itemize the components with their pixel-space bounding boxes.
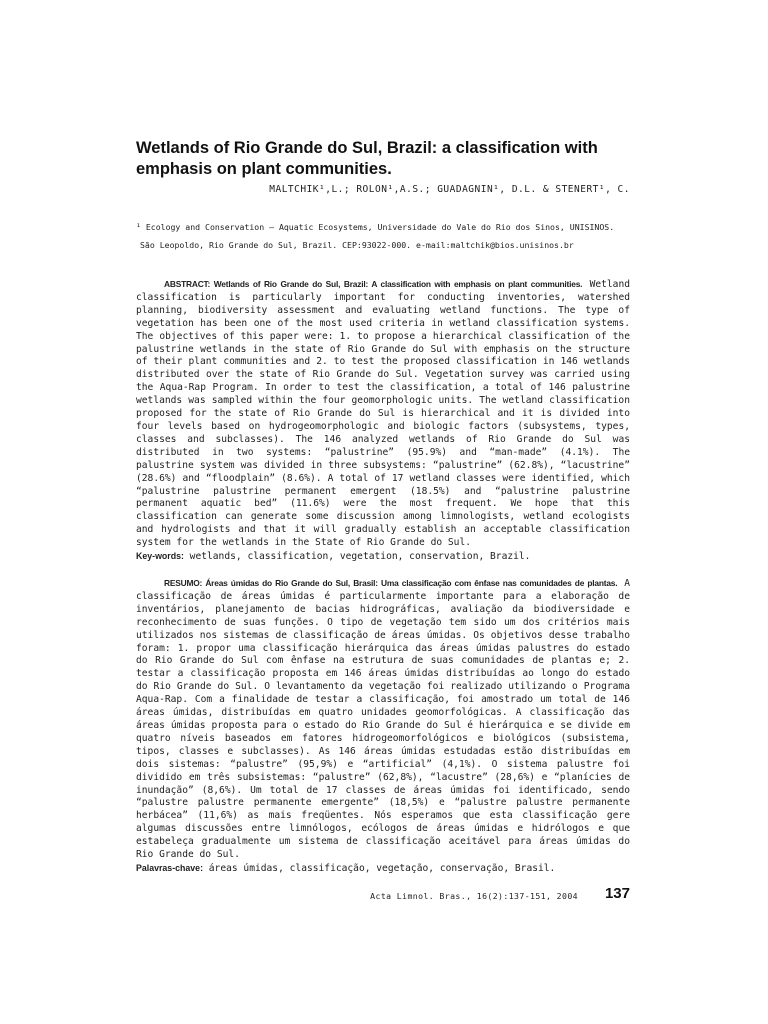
page-footer xyxy=(136,885,630,905)
affiliation-line-1: ¹ Ecology and Conservation – Aquatic Ecosystems, Universidade do Vale do Rio dos Sinos, UNISINOS. xyxy=(136,222,615,232)
article-title: Wetlands of Rio Grande do Sul, Brazil: a classification with emphasis on plant communities. xyxy=(136,139,598,178)
palavras-chave-text: áreas úmidas, classificação, vegetação, conservação, Brasil. xyxy=(203,862,556,874)
abstract-heading: ABSTRACT: Wetlands of Rio Grande do Sul, Brazil: A classification with emphasis on plant communities. xyxy=(164,279,583,289)
affiliation xyxy=(136,218,630,254)
abstract-section xyxy=(136,278,630,564)
abstract-body: Wetland classification is particularly important for conducting inventories, watershed planning, biodiversity assessment and evaluating wetland functions. The type of vegetation has been one of the most used criteria in wetland classification systems. The objectives of this paper were: 1. to propose a hierarchical classification of the palustrine wetlands in the state of Rio Grande do Sul with emphasis on the structure of their plant communities and 2. to test the proposed classification in 146 wetlands distributed over the state of Rio Grande do Sul. Vegetation survey was carried using the Aqua-Rap Program. In order to test the classification, a total of 146 palustrine wetlands was sampled within the four geomorphologic units. The wetland classification proposed for the state of Rio Grande do Sul is hierarchical and it is divided into four levels based on hydrogeomorphologic and biologic factors (subsystems, types, classes and subclasses). The 146 analyzed wetlands of Rio Grande do Sul was distributed in two systems: “palustrine” (95.9%) and “man-made” (4.1%). The palustrine system was divided in three subsystems: “palustrine” (62.8%), “lacustrine” (28.6%) and “floodplain” (8.6%). A total of 17 wetland classes were identified, which “palustrine palustrine permanent emergent (18.5%) and “palustrine palustrine permanent aquatic bed” (11.6%) were the most frequent. We hope that this classification can generate some discussion among limnologists, wetland ecologists and hydrologists and that it will gradually establish an acceptable classification system for the wetlands in the State of Rio Grande do Sul. xyxy=(136,279,631,549)
resumo-body: A classificação de áreas úmidas é particularmente importante para a elaboração de inventários, planejamento de bacias hidrográficas, avaliação da biodiversidade e reconhecimento de suas funções. O tipo de vegetação tem sido um dos critérios mais utilizados nos sistemas de classificação de áreas úmidas. Os objetivos desse trabalho foram: 1. propor uma classificação hierárquica das áreas úmidas palustres do estado do Rio Grande do Sul com ênfase na estrutura de suas comunidades de plantas e; 2. testar a classificação proposta em 146 áreas úmidas distribuídas ao longo do estado do Rio Grande do Sul. O levantamento da vegetação foi realizado utilizando o Programa Aqua-Rap. Com a finalidade de testar a classificação, foi amostrado um total de 146 áreas úmidas, distribuídas em quatro unidades geomorfológicas. A classificação das áreas úmidas proposta para o estado do Rio Grande do Sul é hierárquica e se divide em quatro níveis baseados em fatores hidrogeomorfológicos e biológicos (subsistema, tipos, classes e subclasses). As 146 áreas úmidas estudadas estão distribuídas em dois sistemas: “palustre” (95,9%) e “artificial” (4,1%). O sistema palustre foi dividido em três subsistemas: “palustre” (62,8%), “lacustre” (28,6%) e “planícies de inundação” (8,6%). Um total de 17 classes de áreas úmidas foi identificado, sendo “palustre palustre permanente emergente” (18,5%) e “palustre palustre permanente herbácea” (11,6%) as mais freqüentes. Nós esperamos que esta classificação gere algumas discussões entre limnólogos, ecólogos de áreas úmidas e hidrólogos e que estabeleça gradualmente um sistema de classificação aceitável para áreas úmidas do Rio Grande do Sul. xyxy=(136,578,630,861)
abstract-keywords xyxy=(136,550,630,564)
resumo-keywords xyxy=(136,862,630,876)
keywords-text: wetlands, classification, vegetation, conservation, Brazil. xyxy=(183,551,531,563)
resumo-section xyxy=(136,577,630,876)
affiliation-line-2: São Leopoldo, Rio Grande do Sul, Brazil. CEP:93022-000. e-mail:maltchik@bios.unisinos.br xyxy=(140,240,574,250)
journal-citation: Acta Limnol. Bras., 16(2):137-151, 2004 xyxy=(370,891,578,901)
keywords-label: Key-words: xyxy=(136,551,184,562)
page-number: 137 xyxy=(604,885,630,902)
author-list: MALTCHIK¹,L.; ROLON¹,A.S.; GUADAGNIN¹, D.L. & STENERT¹, C. xyxy=(269,184,630,195)
resumo-heading: RESUMO: Áreas úmidas do Rio Grande do Sul, Brasil: Uma classificação com ênfase nas comunidades de plantas. xyxy=(164,578,618,588)
palavras-chave-label: Palavras-chave: xyxy=(136,862,203,873)
abstract-paragraph xyxy=(136,278,630,550)
resumo-paragraph xyxy=(136,577,630,862)
